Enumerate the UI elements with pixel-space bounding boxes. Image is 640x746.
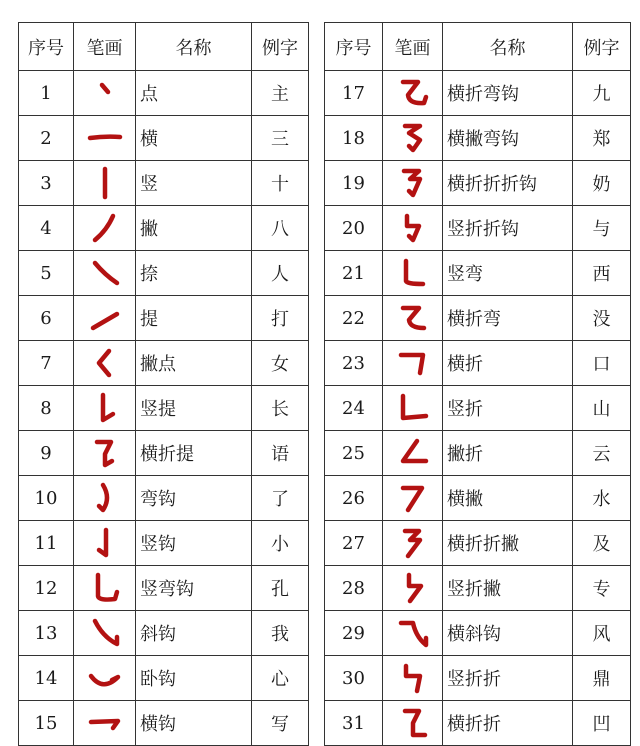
example-character: 我 [252,611,309,656]
stroke-name: 斜钩 [136,611,252,656]
example-character: 九 [573,71,631,116]
heng-zhe-stroke-icon [393,343,433,383]
row-number: 19 [325,161,383,206]
table-row [325,656,631,701]
stroke-cell [383,476,443,521]
stroke-cell [74,341,136,386]
row-number: 8 [19,386,74,431]
table-row [325,116,631,161]
example-character: 山 [573,386,631,431]
stroke-name: 弯钩 [136,476,252,521]
pie-zhe-stroke-icon [393,433,433,473]
right-falling-stroke-icon [85,253,125,293]
example-character: 写 [252,701,309,746]
row-number: 11 [19,521,74,566]
pie-dian-stroke-icon [85,343,125,383]
row-number: 13 [19,611,74,656]
header-row [19,23,309,71]
stroke-name: 竖 [136,161,252,206]
header-num: 序号 [19,23,74,71]
table-row [325,251,631,296]
example-character: 三 [252,116,309,161]
table-row [19,206,309,251]
stroke-cell [383,566,443,611]
row-number: 14 [19,656,74,701]
row-number: 5 [19,251,74,296]
stroke-cell [74,116,136,161]
rising-stroke-icon [85,298,125,338]
stroke-name: 竖折撇 [443,566,573,611]
left-falling-stroke-icon [85,208,125,248]
table-row [19,521,309,566]
stroke-cell [383,386,443,431]
row-number: 26 [325,476,383,521]
stroke-name: 横钩 [136,701,252,746]
stroke-name: 横折折撇 [443,521,573,566]
row-number: 27 [325,521,383,566]
example-character: 西 [573,251,631,296]
example-character: 奶 [573,161,631,206]
shu-zhe-pie-stroke-icon [393,568,433,608]
stroke-name: 竖弯钩 [136,566,252,611]
table-row [325,341,631,386]
stroke-cell [74,71,136,116]
example-character: 风 [573,611,631,656]
stroke-cell [383,656,443,701]
example-character: 心 [252,656,309,701]
table-row [325,566,631,611]
stroke-cell [74,386,136,431]
stroke-cell [74,701,136,746]
example-character: 郑 [573,116,631,161]
stroke-cell [383,341,443,386]
heng-xie-gou-stroke-icon [393,613,433,653]
stroke-cell [74,656,136,701]
heng-zhe-zhe-pie-stroke-icon [393,523,433,563]
stroke-table-left [18,22,309,746]
shu-zhe-stroke-icon [393,388,433,428]
header-name: 名称 [136,23,252,71]
table-row [325,161,631,206]
heng-pie-wan-gou-stroke-icon [393,118,433,158]
row-number: 9 [19,431,74,476]
stroke-name: 横撇 [443,476,573,521]
stroke-name: 横撇弯钩 [443,116,573,161]
heng-zhe-ti-stroke-icon [85,433,125,473]
header-example: 例字 [573,23,631,71]
row-number: 25 [325,431,383,476]
row-number: 15 [19,701,74,746]
heng-zhe-wan-gou-stroke-icon [393,73,433,113]
heng-gou-stroke-icon [85,703,125,743]
table-row [325,701,631,746]
stroke-table-right [324,22,631,746]
stroke-name: 提 [136,296,252,341]
header-row [325,23,631,71]
stroke-name: 横折 [443,341,573,386]
stroke-cell [74,206,136,251]
table-row [19,161,309,206]
stroke-name: 竖弯 [443,251,573,296]
stroke-name: 横折弯 [443,296,573,341]
stroke-name: 横折折折钩 [443,161,573,206]
example-character: 与 [573,206,631,251]
table-row [325,431,631,476]
row-number: 23 [325,341,383,386]
heng-pie-stroke-icon [393,478,433,518]
table-row [19,611,309,656]
shu-zhe-zhe-gou-stroke-icon [393,208,433,248]
stroke-cell [74,296,136,341]
row-number: 28 [325,566,383,611]
header-num: 序号 [325,23,383,71]
example-character: 八 [252,206,309,251]
example-character: 孔 [252,566,309,611]
row-number: 3 [19,161,74,206]
table-row [325,521,631,566]
table-row [325,206,631,251]
stroke-name: 横折弯钩 [443,71,573,116]
stroke-cell [383,431,443,476]
stroke-cell [383,521,443,566]
stroke-name: 横斜钩 [443,611,573,656]
header-name: 名称 [443,23,573,71]
table-row [325,611,631,656]
table-row [19,116,309,161]
table-row [19,386,309,431]
example-character: 鼎 [573,656,631,701]
table-row [325,386,631,431]
stroke-name: 竖折折 [443,656,573,701]
header-stroke: 笔画 [383,23,443,71]
table-row [19,71,309,116]
shu-wan-gou-stroke-icon [85,568,125,608]
row-number: 31 [325,701,383,746]
row-number: 10 [19,476,74,521]
stroke-cell [74,611,136,656]
stroke-cell [383,71,443,116]
row-number: 18 [325,116,383,161]
stroke-cell [383,296,443,341]
stroke-name: 竖钩 [136,521,252,566]
row-number: 29 [325,611,383,656]
table-row [19,656,309,701]
example-character: 语 [252,431,309,476]
stroke-name: 捺 [136,251,252,296]
stroke-cell [383,206,443,251]
example-character: 十 [252,161,309,206]
row-number: 1 [19,71,74,116]
example-character: 口 [573,341,631,386]
table-row [19,431,309,476]
header-stroke: 笔画 [74,23,136,71]
example-character: 人 [252,251,309,296]
vertical-stroke-icon [85,163,125,203]
example-character: 水 [573,476,631,521]
shu-zhe-zhe-stroke-icon [393,658,433,698]
table-row [19,296,309,341]
stroke-name: 撇 [136,206,252,251]
stroke-cell [74,431,136,476]
example-character: 女 [252,341,309,386]
row-number: 22 [325,296,383,341]
stroke-cell [74,161,136,206]
table-row [19,566,309,611]
row-number: 24 [325,386,383,431]
horizontal-stroke-icon [85,118,125,158]
example-character: 长 [252,386,309,431]
stroke-cell [74,476,136,521]
stroke-name: 点 [136,71,252,116]
stroke-cell [383,611,443,656]
example-character: 了 [252,476,309,521]
example-character: 云 [573,431,631,476]
shu-gou-stroke-icon [85,523,125,563]
stroke-cell [74,251,136,296]
example-character: 主 [252,71,309,116]
example-character: 专 [573,566,631,611]
stroke-cell [383,251,443,296]
shu-wan-stroke-icon [393,253,433,293]
stroke-name: 竖提 [136,386,252,431]
row-number: 20 [325,206,383,251]
heng-zhe-wan-stroke-icon [393,298,433,338]
row-number: 21 [325,251,383,296]
xie-gou-stroke-icon [85,613,125,653]
stroke-name: 撇折 [443,431,573,476]
example-character: 凹 [573,701,631,746]
stroke-cell [383,701,443,746]
row-number: 30 [325,656,383,701]
stroke-name: 横 [136,116,252,161]
row-number: 4 [19,206,74,251]
row-number: 7 [19,341,74,386]
table-row [325,476,631,521]
heng-zhe-zhe-stroke-icon [393,703,433,743]
row-number: 17 [325,71,383,116]
stroke-name: 横折折 [443,701,573,746]
stroke-cell [383,116,443,161]
table-row [325,296,631,341]
stroke-name: 竖折 [443,386,573,431]
stroke-name: 撇点 [136,341,252,386]
dot-stroke-icon [85,73,125,113]
table-row [19,701,309,746]
table-row [325,71,631,116]
stroke-name: 竖折折钩 [443,206,573,251]
shu-ti-stroke-icon [85,388,125,428]
example-character: 没 [573,296,631,341]
stroke-name: 横折提 [136,431,252,476]
table-row [19,251,309,296]
wan-gou-stroke-icon [85,478,125,518]
wo-gou-stroke-icon [85,658,125,698]
example-character: 及 [573,521,631,566]
example-character: 打 [252,296,309,341]
stroke-cell [383,161,443,206]
heng-zhe-zhe-zhe-gou-stroke-icon [393,163,433,203]
row-number: 12 [19,566,74,611]
table-row [19,341,309,386]
row-number: 2 [19,116,74,161]
stroke-cell [74,521,136,566]
stroke-name: 卧钩 [136,656,252,701]
table-row [19,476,309,521]
header-example: 例字 [252,23,309,71]
row-number: 6 [19,296,74,341]
stroke-cell [74,566,136,611]
example-character: 小 [252,521,309,566]
